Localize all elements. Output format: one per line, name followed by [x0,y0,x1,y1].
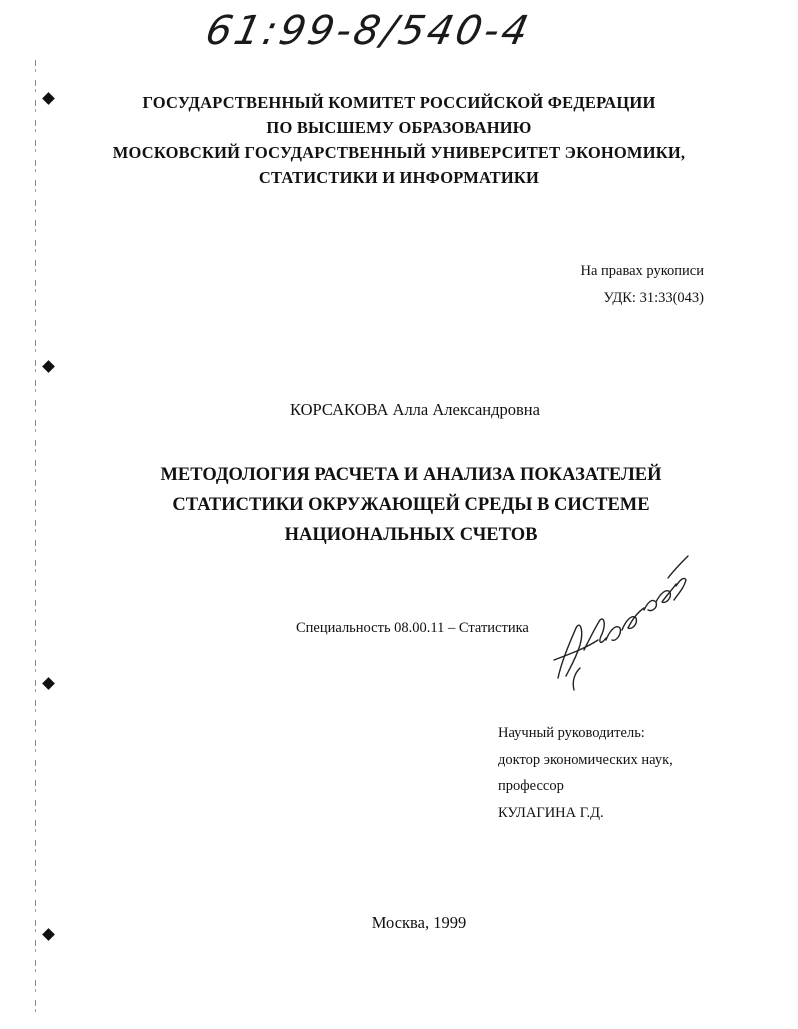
institution-header [0,90,798,190]
title-line: НАЦИОНАЛЬНЫХ СЧЕТОВ [284,525,538,545]
institution-line: СТАТИСТИКИ И ИНФОРМАТИКИ [258,168,540,187]
handwritten-archive-code: 61:99-8/540-4 [201,8,536,54]
udc-code: УДК: 31:33(043) [603,290,704,306]
scientific-advisor [498,720,673,826]
binding-hole-mark [42,677,55,690]
binding-hole-mark [42,360,55,373]
specialty: Специальность 08.00.11 – Статистика [296,620,529,636]
title-line: МЕТОДОЛОГИЯ РАСЧЕТА И АНАЛИЗА ПОКАЗАТЕЛЕЙ [160,465,662,485]
title-line: СТАТИСТИКИ ОКРУЖАЮЩЕЙ СРЕДЫ В СИСТЕМЕ [172,495,650,515]
advisor-rank: профессор [498,778,564,794]
handwritten-signature [540,550,700,700]
author-name: КОРСАКОВА Алла Александровна [290,400,540,419]
institution-line: МОСКОВСКИЙ ГОСУДАРСТВЕННЫЙ УНИВЕРСИТЕТ ЭКОНОМИКИ, [112,143,686,162]
institution-line: ПО ВЫСШЕМУ ОБРАЗОВАНИЮ [266,118,532,137]
manuscript-rights: На правах рукописи [580,263,704,279]
city-year: Москва, 1999 [371,913,467,932]
dissertation-title [0,460,798,550]
advisor-label: Научный руководитель: [498,725,645,741]
advisor-degree: доктор экономических наук, [498,751,673,768]
advisor-name: КУЛАГИНА Г.Д. [498,804,604,821]
manuscript-rights-block [540,258,704,312]
institution-line: ГОСУДАРСТВЕННЫЙ КОМИТЕТ РОССИЙСКОЙ ФЕДЕРАЦИИ [142,93,656,112]
